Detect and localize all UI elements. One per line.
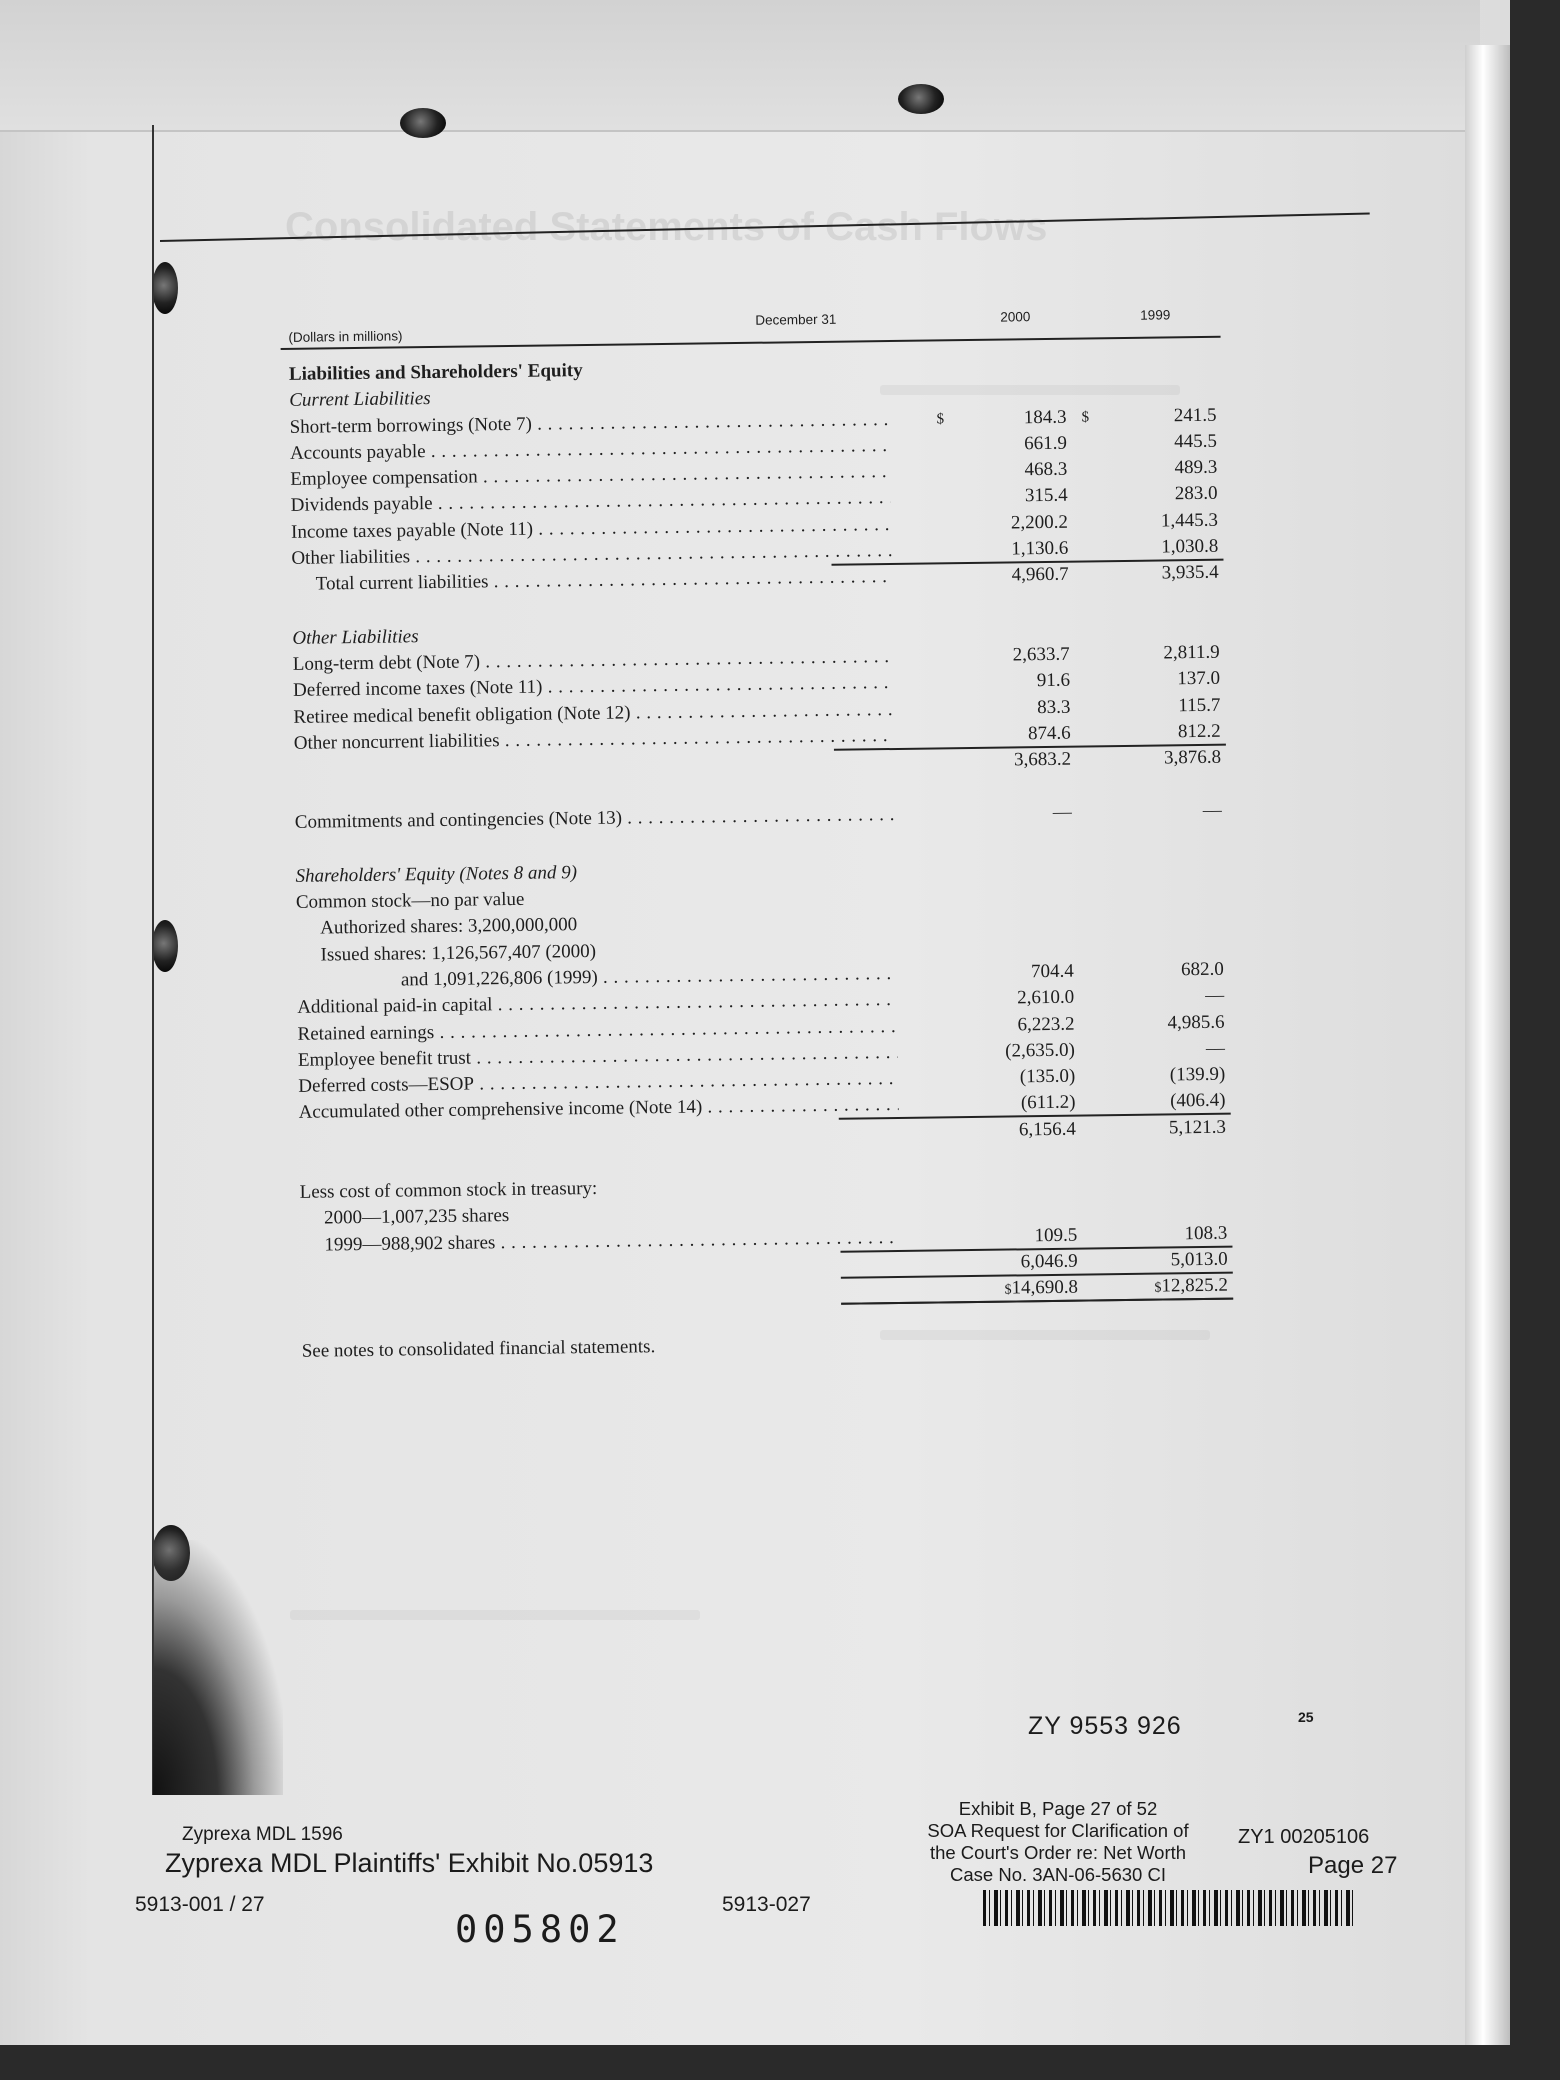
- value-1999: [1125, 1062, 1225, 1090]
- value-1999: [1124, 1009, 1224, 1037]
- value-2000: [972, 800, 1072, 828]
- exhibit-page-code: 5913-001 / 27: [135, 1893, 265, 1916]
- bleed-through-mark: [290, 1610, 700, 1620]
- value-1999: [1120, 666, 1220, 694]
- row-label: Deferred income taxes (Note 11) . . .: [293, 670, 893, 704]
- units-label: (Dollars in millions): [288, 328, 403, 345]
- value-2000: [974, 985, 1074, 1013]
- value-2000: [970, 642, 1070, 670]
- value-1999: [1121, 745, 1221, 773]
- value-1999-text: —: [1205, 984, 1225, 1007]
- row-label: Current Liabilities: [289, 388, 431, 412]
- value-1999: [1125, 1088, 1225, 1116]
- value-2000: [970, 668, 1070, 696]
- value-1999: [1124, 983, 1224, 1011]
- column-header-2000: 2000: [1000, 309, 1031, 325]
- value-1999-text: —: [1205, 1037, 1226, 1059]
- currency-symbol: $: [1154, 1280, 1162, 1296]
- bleed-through-title: Consolidated Statements of Cash Flows: [285, 205, 1048, 249]
- page-number: 25: [1298, 1709, 1314, 1725]
- value-1999-text: 115.7: [1178, 694, 1221, 716]
- date-label: December 31: [755, 311, 837, 328]
- value-2000: [974, 1011, 1074, 1039]
- value-2000: [970, 694, 1070, 722]
- value-2000-text: 315.4: [1024, 485, 1068, 507]
- value-1999-text: 682.0: [1180, 958, 1224, 981]
- column-header-1999: 1999: [1140, 307, 1171, 323]
- value-2000-text: 2,610.0: [1017, 986, 1075, 1009]
- value-2000: [977, 1222, 1077, 1250]
- value-1999: [1125, 1036, 1225, 1064]
- value-1999: [1120, 692, 1220, 720]
- value-2000: [968, 536, 1068, 564]
- soa-exhibit-label: [908, 1798, 1208, 1886]
- value-1999: [1122, 798, 1222, 826]
- punch-hole-top-right: [898, 84, 944, 114]
- value-2000: [968, 509, 1068, 537]
- value-2000-text: 6,046.9: [1020, 1250, 1078, 1273]
- folded-page-top: [0, 0, 1480, 132]
- value-2000-text: (611.2): [1020, 1092, 1076, 1114]
- value-2000: [975, 1090, 1075, 1118]
- punch-hole-left-1: [152, 262, 178, 314]
- value-1999: [1118, 534, 1218, 562]
- value-1999-text: 283.0: [1174, 483, 1218, 505]
- row-label: Retiree medical benefit obligation (Note 12) . . .: [293, 697, 893, 731]
- value-1999-text: 3,935.4: [1161, 562, 1219, 584]
- row-label: and 1,091,226,806 (1999) . . .: [401, 961, 897, 994]
- value-2000: [967, 483, 1067, 511]
- row-label: Employee compensation . . .: [290, 459, 890, 493]
- value-1999: [1116, 402, 1216, 430]
- value-2000-text: 468.3: [1024, 458, 1068, 481]
- row-label: Income taxes payable (Note 11) . . .: [291, 512, 891, 546]
- value-2000-text: 14,690.8: [1011, 1276, 1079, 1299]
- value-1999-text: 489.3: [1174, 456, 1218, 479]
- page-27-label: Page 27: [1308, 1852, 1398, 1879]
- zy1-code: ZY1 00205106: [1238, 1826, 1370, 1848]
- value-1999: [1127, 1220, 1227, 1248]
- value-1999-text: 137.0: [1177, 667, 1221, 690]
- document-stamp-number: 005802: [455, 1908, 625, 1951]
- value-2000-text: 874.6: [1027, 722, 1071, 745]
- row-label: Accounts payable . . .: [290, 433, 890, 467]
- row-label: See notes to consolidated financial statements.: [301, 1335, 656, 1362]
- value-1999-text: 445.5: [1174, 430, 1218, 453]
- value-2000-text: 109.5: [1034, 1224, 1078, 1246]
- value-1999-text: 812.2: [1177, 720, 1221, 743]
- value-2000-text: 91.6: [1036, 669, 1071, 692]
- value-2000-text: 661.9: [1024, 432, 1068, 455]
- value-2000: [967, 457, 1067, 485]
- row-label: Accumulated other comprehensive income (Note 14) . . .: [298, 1092, 898, 1126]
- value-1999-text: 2,811.9: [1163, 641, 1220, 664]
- row-label: Deferred costs—ESOP . . .: [298, 1066, 898, 1100]
- value-1999-text: 4,985.6: [1167, 1011, 1225, 1033]
- value-1999: [1117, 481, 1217, 509]
- value-2000: [971, 721, 1071, 749]
- value-1999: [1124, 957, 1224, 985]
- document-code: 5913-027: [722, 1893, 811, 1916]
- bates-number: ZY 9553 926: [1028, 1712, 1182, 1740]
- value-2000-text: 3,683.2: [1013, 748, 1072, 771]
- value-2000-text: 184.3: [1023, 406, 1067, 428]
- row-label: Liabilities and Shareholders' Equity: [288, 360, 583, 385]
- value-2000-text: 4,960.7: [1011, 564, 1069, 586]
- value-1999-text: 3,876.8: [1163, 746, 1222, 769]
- soa-line: Case No. 3AN-06-5630 CI: [950, 1864, 1166, 1885]
- value-2000-text: (135.0): [1019, 1065, 1076, 1088]
- value-1999: [1127, 1247, 1227, 1275]
- value-1999: [1117, 455, 1217, 483]
- row-label: Less cost of common stock in treasury:: [299, 1177, 598, 1203]
- row-label: Dividends payable . . .: [291, 486, 891, 520]
- row-label: Retained earnings . . .: [297, 1014, 897, 1048]
- row-label: Total current liabilities . . .: [316, 564, 892, 598]
- punch-hole-left-2: [152, 920, 178, 972]
- value-1999: [1117, 429, 1217, 457]
- soa-line: Exhibit B, Page 27 of 52: [958, 1798, 1158, 1819]
- value-2000-text: —: [1052, 802, 1072, 824]
- value-2000: [967, 431, 1067, 459]
- row-label: Authorized shares: 3,200,000,000: [320, 914, 578, 939]
- value-1999-text: 1,445.3: [1160, 509, 1219, 532]
- value-1999-text: 241.5: [1173, 404, 1217, 426]
- value-1999: [1120, 640, 1220, 668]
- row-label: Shareholders' Equity (Notes 8 and 9): [295, 861, 578, 887]
- value-2000-text: 83.3: [1037, 696, 1071, 718]
- value-1999-text: —: [1202, 800, 1222, 822]
- toner-smudge: [153, 1540, 283, 1795]
- row-label: Additional paid-in capital . . .: [297, 987, 897, 1021]
- value-1999-text: 5,121.3: [1168, 1116, 1227, 1139]
- value-2000: [976, 1116, 1076, 1144]
- value-1999: [1126, 1114, 1226, 1142]
- barcode: [983, 1890, 1353, 1926]
- value-1999-text: (406.4): [1170, 1090, 1226, 1112]
- value-2000-text: 2,200.2: [1010, 511, 1069, 534]
- row-label: Commitments and contingencies (Note 13) . . .: [295, 802, 895, 836]
- value-2000: [975, 1064, 1075, 1092]
- row-label: Other noncurrent liabilities . . .: [294, 723, 894, 757]
- row-label: Common stock—no par value: [295, 888, 525, 913]
- value-2000: [974, 959, 1074, 987]
- value-2000: [966, 404, 1066, 432]
- value-2000-text: 6,156.4: [1018, 1118, 1077, 1141]
- value-1999-text: 1,030.8: [1161, 535, 1219, 558]
- page-right-edge: [1465, 45, 1510, 2045]
- value-2000-text: 6,223.2: [1017, 1013, 1075, 1035]
- currency-symbol: $: [1081, 409, 1090, 426]
- soa-line: the Court's Order re: Net Worth: [929, 1842, 1187, 1863]
- value-2000: [971, 747, 1071, 775]
- value-1999: [1118, 560, 1218, 588]
- mdl-label: Zyprexa MDL 1596: [182, 1824, 343, 1845]
- value-1999: [1121, 719, 1221, 747]
- balance-sheet-statement: [280, 288, 1234, 1365]
- row-label: Employee benefit trust . . .: [298, 1040, 898, 1074]
- statement-rows: [281, 350, 1234, 1365]
- value-2000-text: (2,635.0): [1005, 1039, 1076, 1062]
- value-1999: [1118, 508, 1218, 536]
- value-2000: [977, 1249, 1077, 1277]
- punch-hole-top-left: [400, 108, 446, 138]
- value-1999-text: (139.9): [1169, 1063, 1226, 1086]
- value-2000: [975, 1037, 1075, 1065]
- currency-symbol: $: [936, 410, 945, 428]
- soa-line: SOA Request for Clarification of: [927, 1820, 1189, 1841]
- value-2000-text: 2,633.7: [1012, 643, 1070, 666]
- value-1999-text: 12,825.2: [1161, 1274, 1229, 1297]
- value-2000-text: 1,130.6: [1011, 537, 1069, 560]
- value-1999-text: 5,013.0: [1170, 1248, 1228, 1271]
- row-label: 1999—988,902 shares . . .: [324, 1225, 900, 1259]
- value-2000-text: 704.4: [1030, 960, 1074, 983]
- row-label: Short-term borrowings (Note 7) . . .: [289, 407, 889, 441]
- exhibit-label: Zyprexa MDL Plaintiffs' Exhibit No.05913: [165, 1848, 654, 1878]
- row-label: Other Liabilities: [292, 625, 419, 649]
- row-label: Issued shares: 1,126,567,407 (2000): [320, 940, 597, 966]
- currency-symbol: $: [1004, 1282, 1012, 1298]
- value-1999-text: 108.3: [1184, 1222, 1228, 1244]
- row-label: Other liabilities . . .: [291, 538, 891, 572]
- row-label: 2000—1,007,235 shares: [323, 1205, 510, 1229]
- row-label: Long-term debt (Note 7) . . .: [293, 644, 893, 678]
- value-2000: [969, 562, 1069, 590]
